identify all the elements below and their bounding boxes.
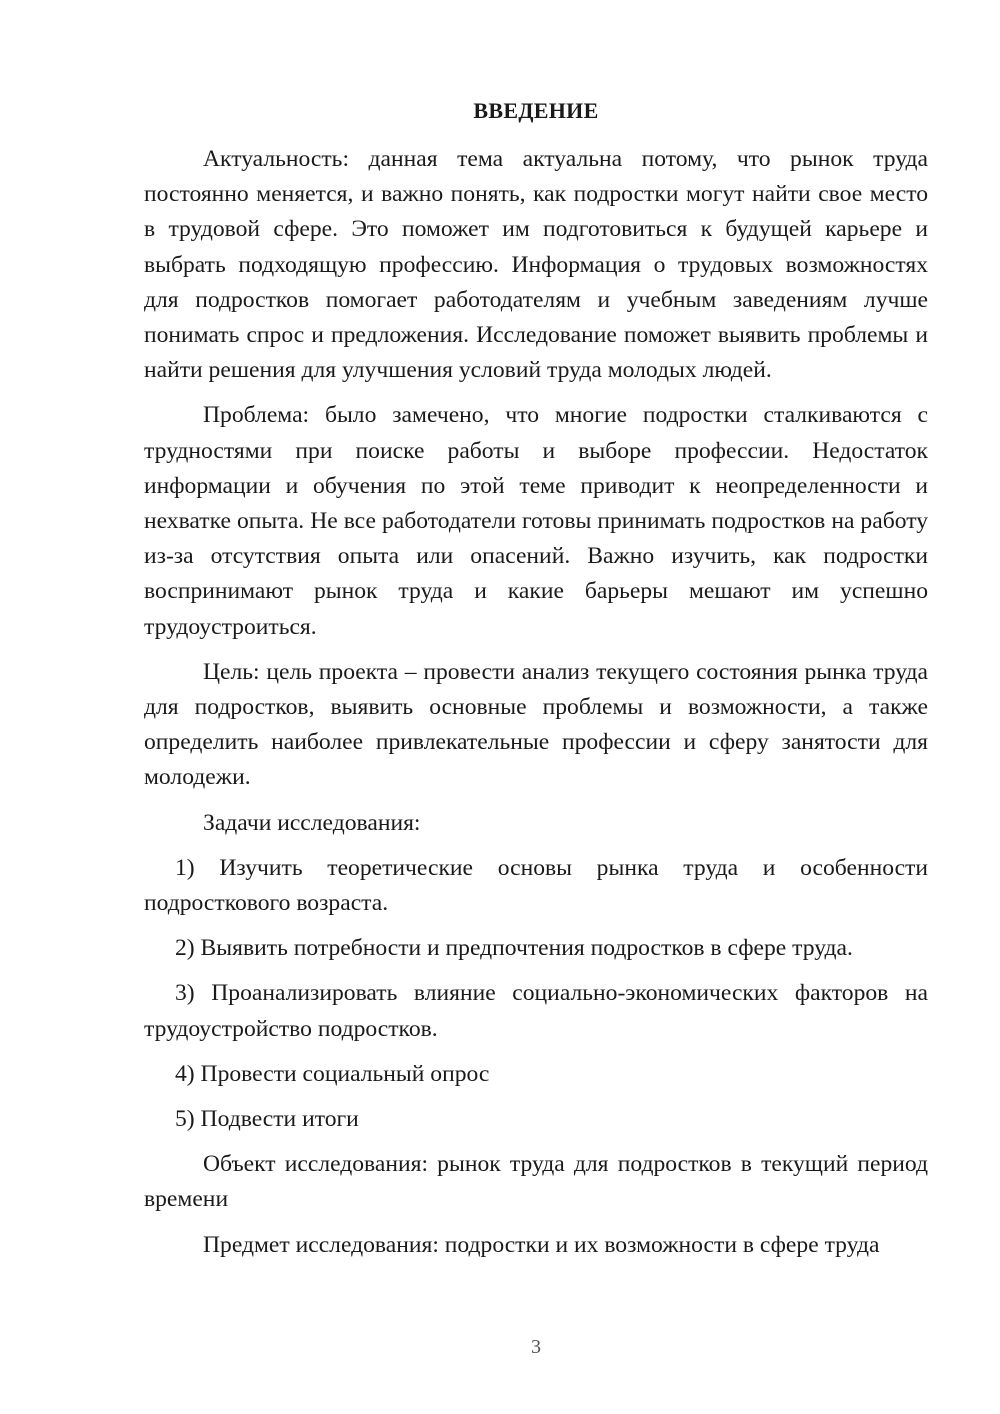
task-item-4: 4) Провести социальный опрос <box>175 1060 490 1087</box>
task-item-2: 2) Выявить потребности и предпочтения подростков в сфере труда. <box>175 935 853 962</box>
task-item-5: 5) Подвести итоги <box>175 1106 359 1133</box>
paragraph-tasks-heading: Задачи исследования: <box>203 809 421 836</box>
paragraph-subject: Предмет исследования: подростки и их возможности в сфере труда <box>203 1231 880 1258</box>
paragraph-goal: Цель: цель проекта – провести анализ текущего состояния рынка труда для подростков, выявить основные проблемы и возможности, а также определить наиболее привлекательные профессии и сферу занятости для молодежи. <box>144 658 928 791</box>
body-text <box>144 142 928 1273</box>
paragraph-problem: Проблема: было замечено, что многие подростки сталкиваются с трудностями при поиске работы и выборе профессии. Недостаток информации и обучения по этой теме приводит к неопределенности и нехватке опыта. Не все работодатели готовы принимать подростков на работу из-за отсутствия опыта или опасений. Важно изучить, как подростки воспринимают рынок труда и какие барьеры мешают им успешно трудоустроиться. <box>144 402 928 640</box>
page-number: 3 <box>531 1336 541 1358</box>
task-item-1: 1) Изучить теоретические основы рынка труда и особенности подросткового возраста. <box>144 854 928 917</box>
section-heading: ВВЕДЕНИЕ <box>473 98 599 123</box>
task-item-3: 3) Проанализировать влияние социально-экономических факторов на трудоустройство подростков. <box>144 980 928 1042</box>
paragraph-relevance: Актуальность: данная тема актуальна потому, что рынок труда постоянно меняется, и важно понять, как подростки могут найти свое место в трудовой сфере. Это поможет им подготовиться к будущей карьере и выбрать подходящую профессию. Информация о трудовых возможностях для подростков помогает работодателям и учебным заведениям лучше понимать спрос и предложения. Исследование поможет выявить проблемы и найти решения для улучшения условий труда молодых людей. <box>144 146 928 384</box>
paragraph-object: Объект исследования: рынок труда для подростков в текущий период времени <box>144 1151 928 1213</box>
